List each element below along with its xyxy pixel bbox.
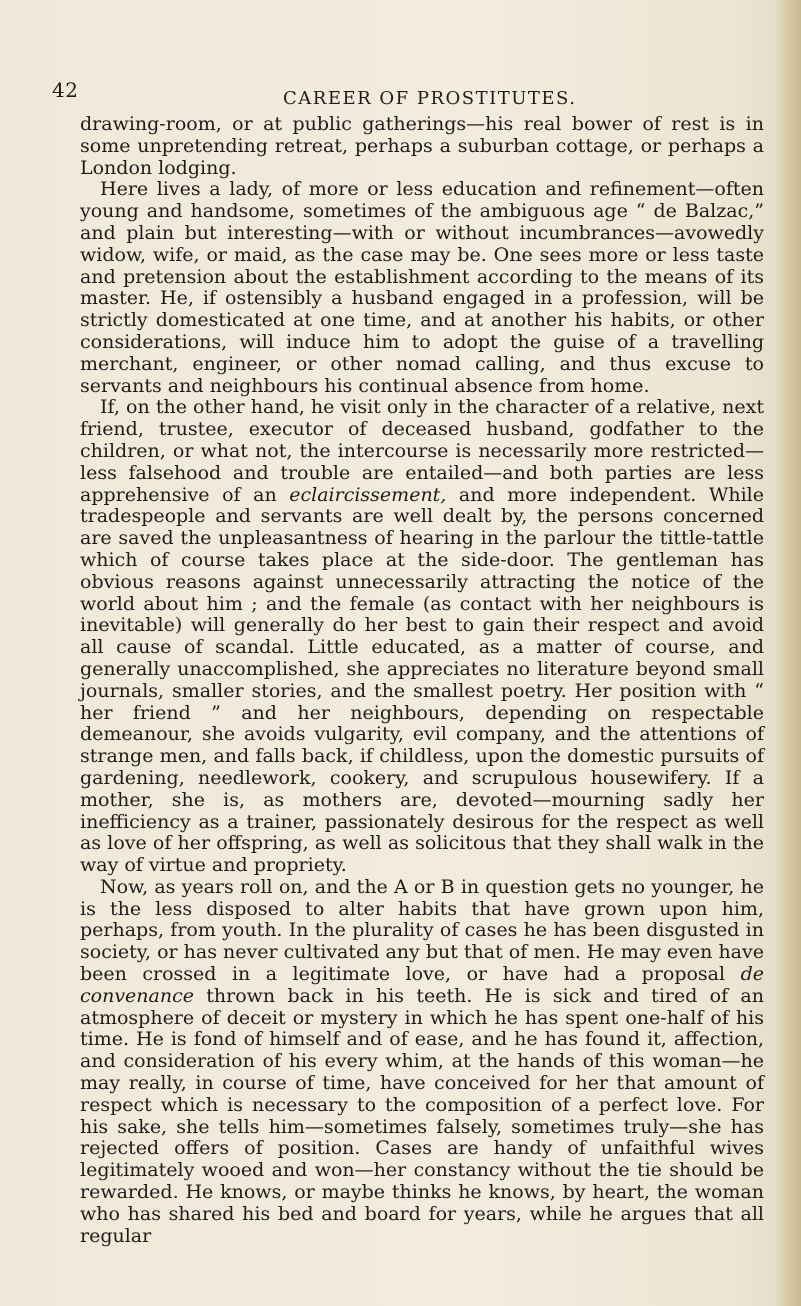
paragraph — [80, 179, 764, 397]
paragraph — [80, 877, 764, 1248]
paragraph-text: and more independent. While tradespeople and servants are well dealt by, the persons concerned are saved the unpleasantness of hearing in the parlour the tittle-tattle which of course takes place at the side-door. The gentleman has obvious reasons against unnecessarily attracting the notice of the world about him ; and the female (as contact with her neighbours is inevitable) will generally do her best to gain their respect and avoid all cause of scandal. Little educated, as a matter of course, and generally unaccomplished, she appreciates no literature beyond small journals, smaller stories, and the smallest poetry. Her position with “ her friend ” and her neighbours, depending on respectable demeanour, she avoids vulgarity, evil company, and the attentions of strange men, and falls back, if childless, upon the domestic pursuits of gardening, needlework, cookery, and scrupulous housewifery. If a mother, she is, as mothers are, devoted—mourning sadly her inefficiency as a trainer, passionately desirous for the respect as well as love of her offspring, as well as solicitous that they shall walk in the way of virtue and propriety. — [80, 483, 764, 877]
italic-phrase: de convenance — [80, 963, 764, 1007]
page-edge-shadow — [775, 0, 801, 1306]
paragraph — [80, 397, 764, 877]
page-number: 42 — [52, 78, 79, 102]
body-text — [80, 114, 764, 1247]
paragraph-text: drawing-room, or at public gatherings—his real bower of rest is in some unpretending retreat, perhaps a suburban cottage, or perhaps a London lodging. — [80, 113, 764, 179]
paragraph-continued — [80, 114, 764, 179]
paragraph-text: thrown back in his teeth. He is sick and tired of an atmosphere of deceit or mystery in which he has spent one-half of his time. He is fond of himself and of ease, and he has found it, affection, and consideration of his every whim, at the hands of this woman—he may really, in course of time, have conceived for her that amount of respect which is necessary to the composition of a perfect love. For his sake, she tells him—sometimes falsely, sometimes truly—she has rejected offers of position. Cases are handy of unfaithful wives legitimately wooed and won—her constancy without the tie should be rewarded. He knows, or maybe thinks he knows, by heart, the woman who has shared his bed and board for years, while he argues that all regular — [80, 984, 764, 1247]
paragraph-text: If, on the other hand, he visit only in the character of a relative, next friend, trustee, executor of deceased husband, godfather to the children, or what not, the intercourse is necessarily more restricted—less falsehood and trouble are entailed—and both parties are less apprehensive of an — [80, 396, 764, 506]
paragraph-text: Here lives a lady, of more or less education and refinement—often young and handsome, sometimes of the ambiguous age “ de Balzac,” and plain but interesting—with or without incumbrances—avowedly widow, wife, or maid, as the case may be. One sees more or less taste and pretension about the establishment according to the means of its master. He, if ostensibly a husband engaged in a profession, will be strictly domesticated at one time, and at another his habits, or other considerations, will induce him to adopt the guise of a travelling merchant, engineer, or other nomad calling, and thus excuse to servants and neighbours his continual absence from home. — [80, 178, 764, 397]
paragraph-text: Now, as years roll on, and the A or B in question gets no younger, he is the less disposed to alter habits that have grown upon him, perhaps, from youth. In the plurality of cases he has been disgusted in society, or has never cultivated any but that of men. He may even have been crossed in a legitimate love, or have had a proposal — [80, 875, 764, 986]
running-head: CAREER OF PROSTITUTES. — [283, 88, 577, 109]
italic-phrase: eclaircissement, — [289, 483, 447, 506]
